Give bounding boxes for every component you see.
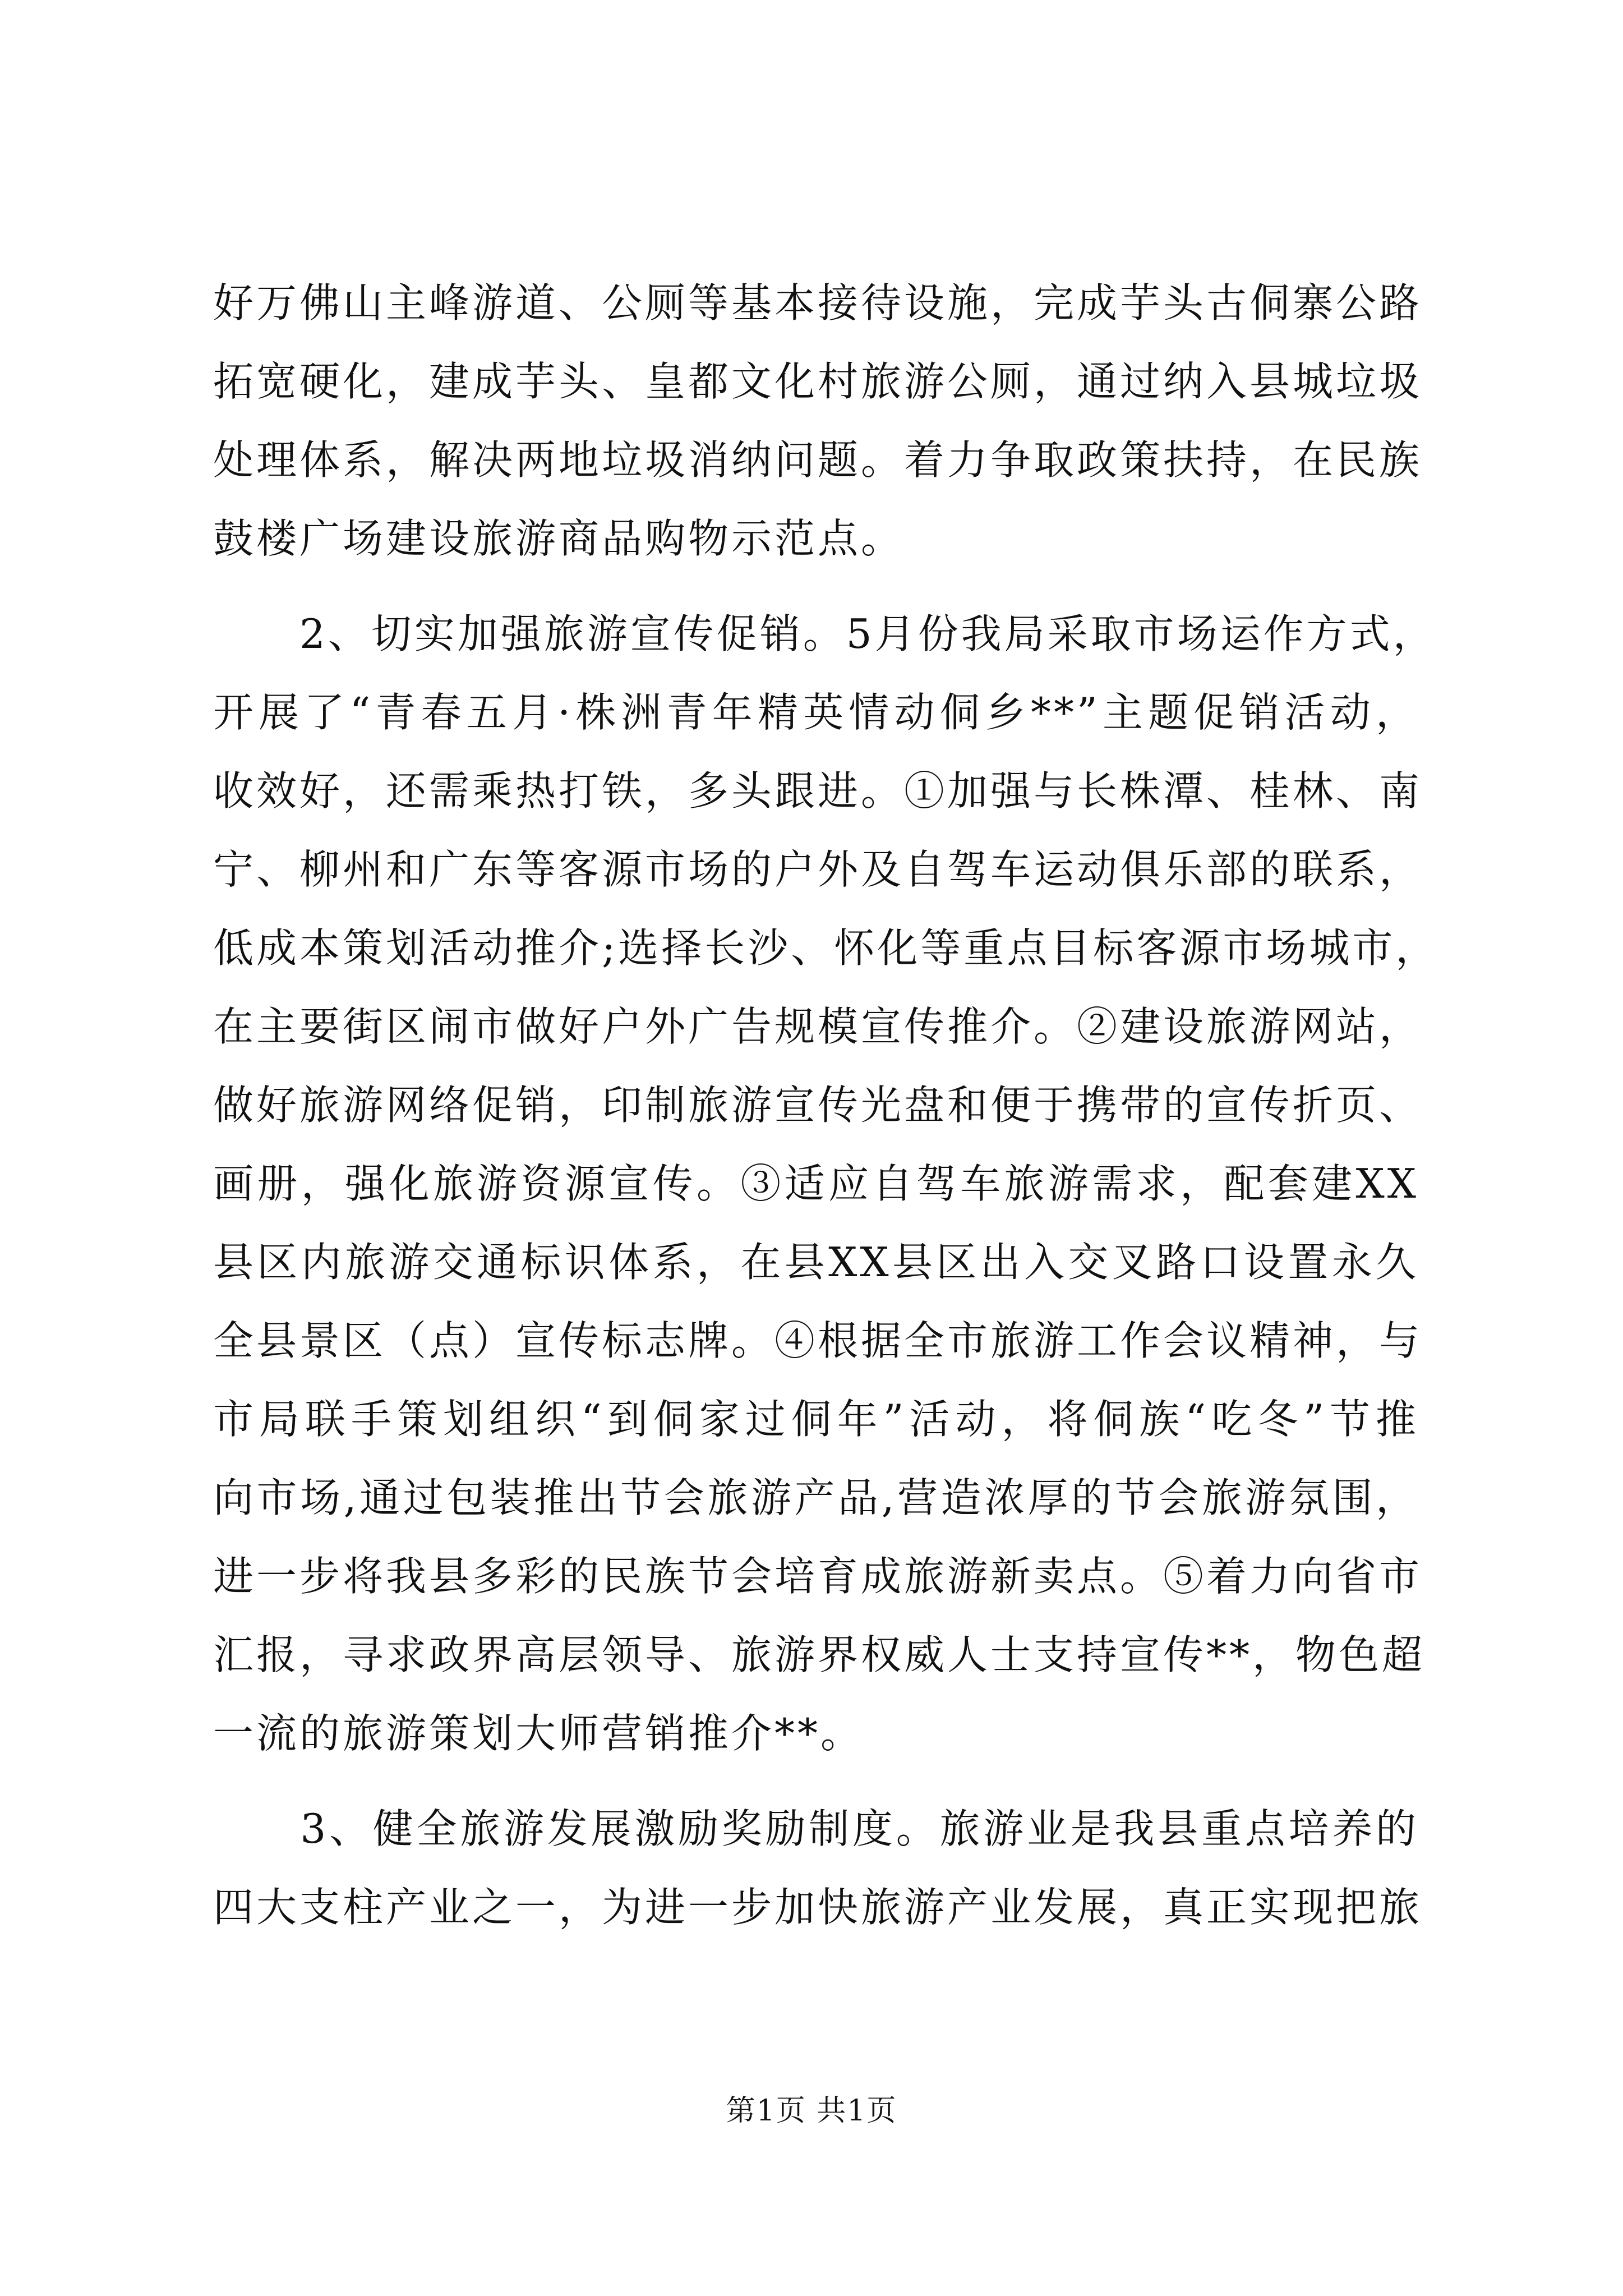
- text-line: 四大支柱产业之一，为进一步加快旅游产业发展，真正实现把旅: [213, 1884, 1423, 1931]
- text-line: 开展了“青春五月·株洲青年精英情动侗乡**”主题促销活动，: [213, 689, 1419, 736]
- text-line: 进一步将我县多彩的民族节会培育成旅游新卖点。⑤着力向省市: [213, 1553, 1423, 1600]
- text-line: 汇报，寻求政界高层领导、旅游界权威人士支持宣传**，物色超: [213, 1631, 1426, 1678]
- text-line: 在主要街区闹市做好户外广告规模宣传推介。②建设旅游网站，: [213, 1003, 1423, 1050]
- text-line: 鼓楼广场建设旅游商品购物示范点。: [213, 515, 905, 562]
- text-line: 拓宽硬化，建成芋头、皇都文化村旅游公厕，通过纳入县城垃圾: [213, 358, 1423, 405]
- text-line: 全县景区（点）宣传标志牌。④根据全市旅游工作会议精神，与: [213, 1317, 1423, 1364]
- text-line: 2、切实加强旅游宣传促销。5月份我局采取市场运作方式，: [213, 610, 1436, 657]
- paragraph-3: [213, 1789, 1423, 1947]
- page-number-label: 第1页 共1页: [726, 2094, 897, 2128]
- text-line: 3、健全旅游发展激励奖励制度。旅游业是我县重点培养的: [213, 1805, 1419, 1852]
- text-line: 宁、柳州和广东等客源市场的户外及自驾车运动俱乐部的联系，: [213, 846, 1423, 893]
- text-line: 做好旅游网络促销，印制旅游宣传光盘和便于携带的宣传折页、: [213, 1082, 1423, 1129]
- paragraph-spacer: [213, 578, 1419, 595]
- page-footer: [0, 2091, 1623, 2131]
- text-line: 低成本策划活动推介;选择长沙、怀化等重点目标客源市场城市，: [213, 924, 1439, 972]
- paragraph-spacer: [213, 1773, 1419, 1789]
- text-line: 市局联手策划组织“到侗家过侗年”活动，将侗族“吃冬”节推: [213, 1396, 1419, 1443]
- text-line: 好万佛山主峰游道、公厕等基本接待设施，完成芋头古侗寨公路: [213, 279, 1423, 326]
- text-line: 收效好，还需乘热打铁，多头跟进。①加强与长株潭、桂林、南: [213, 767, 1423, 815]
- text-line: 处理体系，解决两地垃圾消纳问题。着力争取政策扶持，在民族: [213, 436, 1423, 484]
- text-line: 向市场,通过包装推出节会旅游产品,营造浓厚的节会旅游氛围，: [213, 1474, 1419, 1521]
- text-line: 县区内旅游交通标识体系，在县XX县区出入交叉路口设置永久: [213, 1239, 1419, 1286]
- paragraph-1: [213, 264, 1423, 578]
- text-line: 一流的旅游策划大师营销推介**。: [213, 1710, 864, 1757]
- document-body: [213, 264, 1439, 1947]
- text-line: 画册，强化旅游资源宣传。③适应自驾车旅游需求，配套建XX: [213, 1160, 1419, 1207]
- paragraph-2: [213, 595, 1439, 1773]
